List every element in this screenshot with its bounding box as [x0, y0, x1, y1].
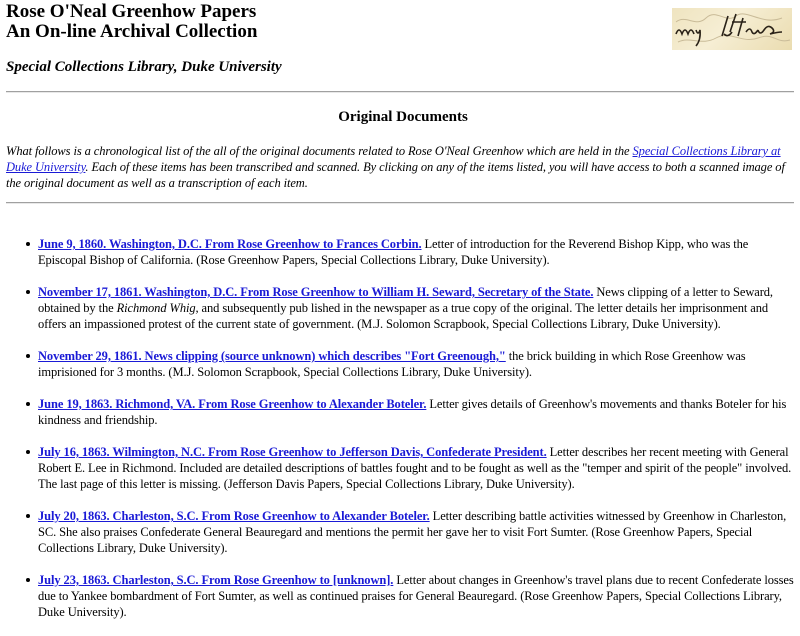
intro-divider: [6, 202, 794, 204]
document-description-start: News clipping of a letter to Seward, obtained by the: [38, 285, 773, 315]
intro-text-after: . Each of these items has been transcribed and scanned. By clicking on any of the items listed, you will have access to both a scanned image of the original document as well as a transcription of each item.: [6, 160, 785, 190]
document-description: the brick building in which Rose Greenhow was imprisioned for 3 months. (M.J. Solomon Scrapbook, Special Collections Library, Duke University).: [38, 349, 746, 379]
document-link[interactable]: June 19, 1863. Richmond, VA. From Rose Greenhow to Alexander Boteler.: [38, 397, 427, 411]
document-link[interactable]: July 23, 1863. Charleston, S.C. From Rose Greenhow to [unknown].: [38, 573, 394, 587]
intro-paragraph: [6, 143, 796, 191]
bullet-icon: [26, 290, 30, 294]
document-description: Letter gives details of Greenhow's movements and thanks Boteler for his kindness and friendship.: [38, 397, 787, 427]
bullet-icon: [26, 514, 30, 518]
document-link[interactable]: July 20, 1863. Charleston, S.C. From Rose Greenhow to Alexander Boteler.: [38, 509, 430, 523]
intro-text-before: What follows is a chronological list of the all of the original documents related to Rose O'Neal Greenhow which are held in the: [6, 144, 633, 158]
list-item: [22, 396, 796, 428]
header-divider: [6, 91, 794, 93]
handwriting-logo-image: [672, 8, 792, 50]
document-link[interactable]: November 29, 1861. News clipping (source unknown) which describes "Fort Greenough,": [38, 349, 506, 363]
bullet-icon: [26, 578, 30, 582]
special-collections-link[interactable]: Special Collections Library at Duke University: [6, 144, 781, 174]
page-subtitle: Special Collections Library, Duke University: [6, 59, 282, 75]
document-description: Letter about changes in Greenhow's travel plans due to recent Confederate losses due to Yankee bombardment of Fort Sumter, as well as continued praises for General Beauregard. (Rose Greenhow Papers, Special Collections Library, Duke University).: [38, 573, 794, 619]
list-item: [22, 444, 796, 492]
page-title-line-2: An On-line Archival Collection: [6, 21, 258, 42]
document-description: Letter describes her recent meeting with General Robert E. Lee in Richmond. Included are detailed descriptions of battles fought and to be fought as well as the "temper and spirit of the people" involved. The last page of this letter is missing. (Jefferson Davis Papers, Special Collections Library, Duke University).: [38, 445, 792, 491]
document-description: Letter describing battle activities witnessed by Greenhow in Charleston, SC. She also praises Confederate General Beauregard and mentions the permit her gave her to visit Fort Sumter. (Rose Greenhow Papers, Special Collections Library, Duke University).: [38, 509, 787, 555]
section-title: Original Documents: [338, 109, 468, 125]
bullet-icon: [26, 354, 30, 358]
documents-list: [22, 236, 796, 636]
document-description: and subsequently pub lished in the newspaper as a true copy of the original. The letter details her imprisonment and offers an impassioned protest of the current state of government. (M.J. Solomon Scrapbook, Special Collections Library, Duke University).: [38, 301, 769, 331]
list-item: [22, 348, 796, 380]
list-item: [22, 284, 796, 332]
handwriting-icon: [672, 8, 792, 50]
document-link[interactable]: June 9, 1860. Washington, D.C. From Rose Greenhow to Frances Corbin.: [38, 237, 422, 251]
list-item: [22, 236, 796, 268]
page-header: [6, 2, 282, 76]
list-item: [22, 508, 796, 556]
bullet-icon: [26, 450, 30, 454]
bullet-icon: [26, 242, 30, 246]
bullet-icon: [26, 402, 30, 406]
document-link[interactable]: July 16, 1863. Wilmington, N.C. From Rose Greenhow to Jefferson Davis, Confederate President.: [38, 445, 547, 459]
list-item: [22, 572, 796, 620]
document-link[interactable]: November 17, 1861. Washington, D.C. From Rose Greenhow to William H. Seward, Secretary of the State.: [38, 285, 594, 299]
newspaper-title: Richmond Whig,: [116, 301, 199, 315]
page-title-line-1: Rose O'Neal Greenhow Papers: [6, 1, 257, 22]
document-description: Letter of introduction for the Reverend Bishop Kipp, who was the Episcopal Bishop of California. (Rose Greenhow Papers, Special Collections Library, Duke University).: [38, 237, 749, 267]
